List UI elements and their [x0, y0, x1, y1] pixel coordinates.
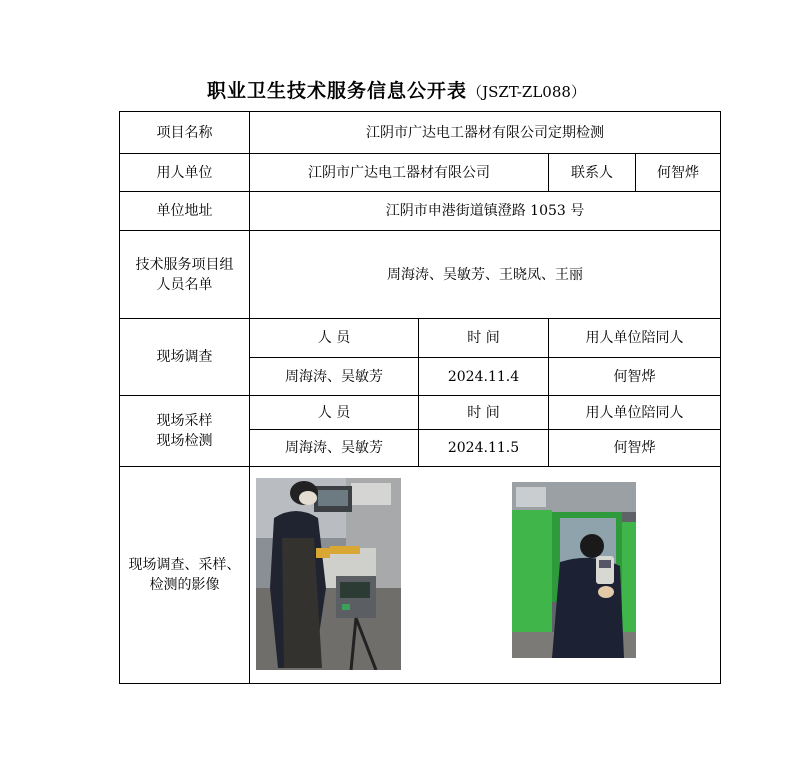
- detection-photo: [512, 482, 636, 658]
- sampling-header-person: 人 员: [250, 396, 419, 430]
- row-survey-header: [120, 319, 721, 358]
- row-project: [120, 112, 721, 154]
- team-label: [120, 231, 250, 319]
- contact-label: 联系人: [549, 154, 636, 192]
- images-label: [120, 467, 250, 684]
- team-label-line1: 技术服务项目组: [135, 256, 234, 273]
- sampling-header-time: 时 间: [419, 396, 549, 430]
- sampling-label-line2: 现场检测: [156, 433, 213, 449]
- contact-value: 何智烨: [636, 154, 721, 192]
- employer-label: 用人单位: [120, 154, 250, 192]
- survey-time: 2024.11.4: [419, 358, 549, 396]
- survey-header-time: 时 间: [419, 319, 549, 358]
- team-value: 周海涛、吴敏芳、王晓凤、王丽: [250, 231, 721, 319]
- sampling-photo: [256, 478, 401, 670]
- row-sampling-header: [120, 396, 721, 430]
- survey-header-person: 人 员: [250, 319, 419, 358]
- project-label: 项目名称: [120, 112, 250, 154]
- row-team: [120, 231, 721, 319]
- sampling-label: [120, 396, 250, 467]
- sampling-label-line1: 现场采样: [156, 413, 213, 429]
- row-employer: [120, 154, 721, 192]
- images-label-line2: 检测的影像: [149, 577, 220, 593]
- title-main: 职业卫生技术服务信息公开表: [207, 80, 468, 102]
- survey-label: 现场调查: [120, 319, 250, 396]
- title-code: （JSZT-ZL088）: [467, 83, 586, 101]
- images-label-line1: 现场调查、采样、: [128, 557, 241, 573]
- row-address: [120, 192, 721, 231]
- address-value: 江阴市申港街道镇澄路 1053 号: [250, 192, 721, 231]
- sampling-accompany: 何智烨: [549, 430, 721, 467]
- team-label-line2: 人员名单: [156, 276, 213, 293]
- project-value: 江阴市广达电工器材有限公司定期检测: [250, 112, 721, 154]
- sampling-header-accompany: 用人单位陪同人: [549, 396, 721, 430]
- sampling-person: 周海涛、吴敏芳: [250, 430, 419, 467]
- survey-header-accompany: 用人单位陪同人: [549, 319, 721, 358]
- survey-person: 周海涛、吴敏芳: [250, 358, 419, 396]
- page-title: [0, 76, 793, 103]
- sampling-time: 2024.11.5: [419, 430, 549, 467]
- employer-value: 江阴市广达电工器材有限公司: [250, 154, 549, 192]
- survey-accompany: 何智烨: [549, 358, 721, 396]
- address-label: 单位地址: [120, 192, 250, 231]
